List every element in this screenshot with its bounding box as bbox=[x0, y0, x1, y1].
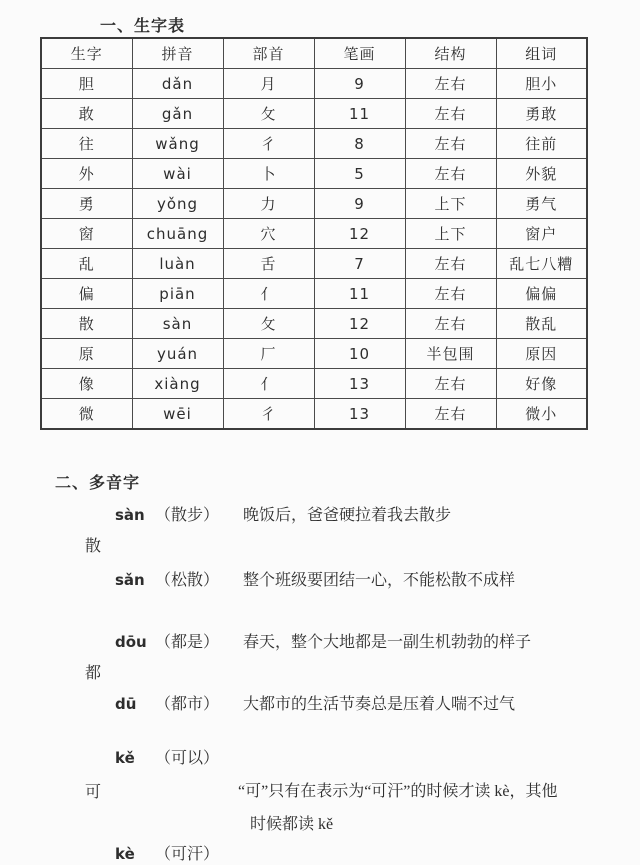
cell-radical: 攵 bbox=[223, 99, 314, 129]
cell-character: 散 bbox=[41, 309, 132, 339]
cell-word: 胆小 bbox=[496, 69, 587, 99]
polyphone-reading-line bbox=[115, 502, 451, 525]
cell-strokes: 11 bbox=[314, 99, 405, 129]
table-header-row bbox=[41, 38, 587, 69]
cell-pinyin: yuán bbox=[132, 339, 223, 369]
example-word: （可以） bbox=[155, 750, 220, 767]
cell-radical: 月 bbox=[223, 69, 314, 99]
cell-pinyin: wài bbox=[132, 159, 223, 189]
cell-strokes: 5 bbox=[314, 159, 405, 189]
polyphone-character: 都 bbox=[85, 665, 102, 682]
example-sentence: 晚饭后，爸爸硬拉着我去散步 bbox=[243, 507, 452, 524]
example-sentence: 整个班级要团结一心，不能松散不成样 bbox=[243, 572, 516, 589]
cell-radical: 卜 bbox=[223, 159, 314, 189]
usage-note-line1: “可”只有在表示为“可汗”的时候才读 kè，其他 bbox=[238, 783, 558, 800]
cell-word: 勇气 bbox=[496, 189, 587, 219]
cell-strokes: 12 bbox=[314, 309, 405, 339]
example-word: （都是） bbox=[155, 634, 220, 651]
cell-strokes: 7 bbox=[314, 249, 405, 279]
cell-character: 窗 bbox=[41, 219, 132, 249]
header-structure: 结构 bbox=[405, 38, 496, 69]
cell-radical: 亻 bbox=[223, 369, 314, 399]
cell-structure: 左右 bbox=[405, 279, 496, 309]
cell-strokes: 11 bbox=[314, 279, 405, 309]
cell-character: 外 bbox=[41, 159, 132, 189]
cell-pinyin: piān bbox=[132, 279, 223, 309]
cell-word: 散乱 bbox=[496, 309, 587, 339]
cell-word: 原因 bbox=[496, 339, 587, 369]
cell-structure: 左右 bbox=[405, 129, 496, 159]
cell-pinyin: chuāng bbox=[132, 219, 223, 249]
table-row bbox=[41, 159, 587, 189]
cell-radical: 舌 bbox=[223, 249, 314, 279]
polyphone-reading-line bbox=[115, 691, 515, 714]
cell-structure: 左右 bbox=[405, 399, 496, 430]
pinyin-label: kè bbox=[115, 845, 135, 863]
example-sentence: 大都市的生活节奏总是压着人喘不过气 bbox=[243, 696, 516, 713]
cell-radical: 亻 bbox=[223, 279, 314, 309]
cell-character: 勇 bbox=[41, 189, 132, 219]
cell-pinyin: gǎn bbox=[132, 99, 223, 129]
header-strokes: 笔画 bbox=[314, 38, 405, 69]
cell-radical: 彳 bbox=[223, 129, 314, 159]
example-sentence: 春天，整个大地都是一副生机勃勃的样子 bbox=[243, 634, 532, 651]
cell-pinyin: yǒng bbox=[132, 189, 223, 219]
pinyin-label: sàn bbox=[115, 506, 145, 524]
cell-word: 窗户 bbox=[496, 219, 587, 249]
table-row bbox=[41, 309, 587, 339]
pinyin-label: sǎn bbox=[115, 571, 145, 589]
cell-structure: 左右 bbox=[405, 69, 496, 99]
cell-character: 原 bbox=[41, 339, 132, 369]
pinyin-label: dōu bbox=[115, 633, 147, 651]
cell-pinyin: sàn bbox=[132, 309, 223, 339]
section1-title: 一、生字表 bbox=[100, 18, 186, 35]
header-character: 生字 bbox=[41, 38, 132, 69]
table-row bbox=[41, 249, 587, 279]
cell-strokes: 13 bbox=[314, 369, 405, 399]
cell-radical: 厂 bbox=[223, 339, 314, 369]
pinyin-label: kě bbox=[115, 749, 135, 767]
table-row bbox=[41, 189, 587, 219]
header-radical: 部首 bbox=[223, 38, 314, 69]
table-row bbox=[41, 99, 587, 129]
example-word: （都市） bbox=[155, 696, 220, 713]
polyphone-reading-line bbox=[115, 567, 515, 590]
cell-word: 微小 bbox=[496, 399, 587, 430]
table-row bbox=[41, 369, 587, 399]
cell-pinyin: dǎn bbox=[132, 69, 223, 99]
cell-structure: 半包围 bbox=[405, 339, 496, 369]
cell-radical: 攵 bbox=[223, 309, 314, 339]
cell-strokes: 13 bbox=[314, 399, 405, 430]
usage-note-line2: 时候都读 kě bbox=[250, 816, 334, 833]
polyphone-reading-line bbox=[115, 745, 243, 768]
table-row bbox=[41, 279, 587, 309]
cell-radical: 穴 bbox=[223, 219, 314, 249]
cell-pinyin: wǎng bbox=[132, 129, 223, 159]
cell-radical: 彳 bbox=[223, 399, 314, 430]
cell-pinyin: xiàng bbox=[132, 369, 223, 399]
section2-title: 二、多音字 bbox=[55, 475, 141, 492]
table-row bbox=[41, 399, 587, 430]
table-row bbox=[41, 339, 587, 369]
cell-character: 乱 bbox=[41, 249, 132, 279]
cell-word: 好像 bbox=[496, 369, 587, 399]
cell-pinyin: wēi bbox=[132, 399, 223, 430]
cell-character: 像 bbox=[41, 369, 132, 399]
cell-word: 勇敢 bbox=[496, 99, 587, 129]
cell-word: 外貌 bbox=[496, 159, 587, 189]
cell-strokes: 10 bbox=[314, 339, 405, 369]
cell-strokes: 9 bbox=[314, 189, 405, 219]
new-characters-table bbox=[40, 37, 588, 430]
cell-character: 微 bbox=[41, 399, 132, 430]
pinyin-label: dū bbox=[115, 695, 137, 713]
cell-strokes: 9 bbox=[314, 69, 405, 99]
cell-structure: 上下 bbox=[405, 219, 496, 249]
cell-pinyin: luàn bbox=[132, 249, 223, 279]
header-pinyin: 拼音 bbox=[132, 38, 223, 69]
example-word: （可汗） bbox=[155, 846, 220, 863]
cell-word: 乱七八糟 bbox=[496, 249, 587, 279]
polyphone-character: 可 bbox=[85, 784, 102, 801]
cell-character: 胆 bbox=[41, 69, 132, 99]
cell-strokes: 12 bbox=[314, 219, 405, 249]
cell-structure: 左右 bbox=[405, 159, 496, 189]
cell-structure: 左右 bbox=[405, 249, 496, 279]
cell-structure: 左右 bbox=[405, 369, 496, 399]
cell-radical: 力 bbox=[223, 189, 314, 219]
polyphone-character: 散 bbox=[85, 538, 102, 555]
cell-character: 偏 bbox=[41, 279, 132, 309]
polyphone-reading-line bbox=[115, 629, 531, 652]
table-row bbox=[41, 69, 587, 99]
cell-word: 往前 bbox=[496, 129, 587, 159]
header-word: 组词 bbox=[496, 38, 587, 69]
cell-structure: 上下 bbox=[405, 189, 496, 219]
table-row bbox=[41, 129, 587, 159]
cell-character: 往 bbox=[41, 129, 132, 159]
cell-structure: 左右 bbox=[405, 309, 496, 339]
polyphone-reading-line bbox=[115, 841, 243, 864]
example-word: （散步） bbox=[155, 507, 220, 524]
cell-word: 偏偏 bbox=[496, 279, 587, 309]
cell-character: 敢 bbox=[41, 99, 132, 129]
cell-structure: 左右 bbox=[405, 99, 496, 129]
cell-strokes: 8 bbox=[314, 129, 405, 159]
table-row bbox=[41, 219, 587, 249]
example-word: （松散） bbox=[155, 572, 220, 589]
